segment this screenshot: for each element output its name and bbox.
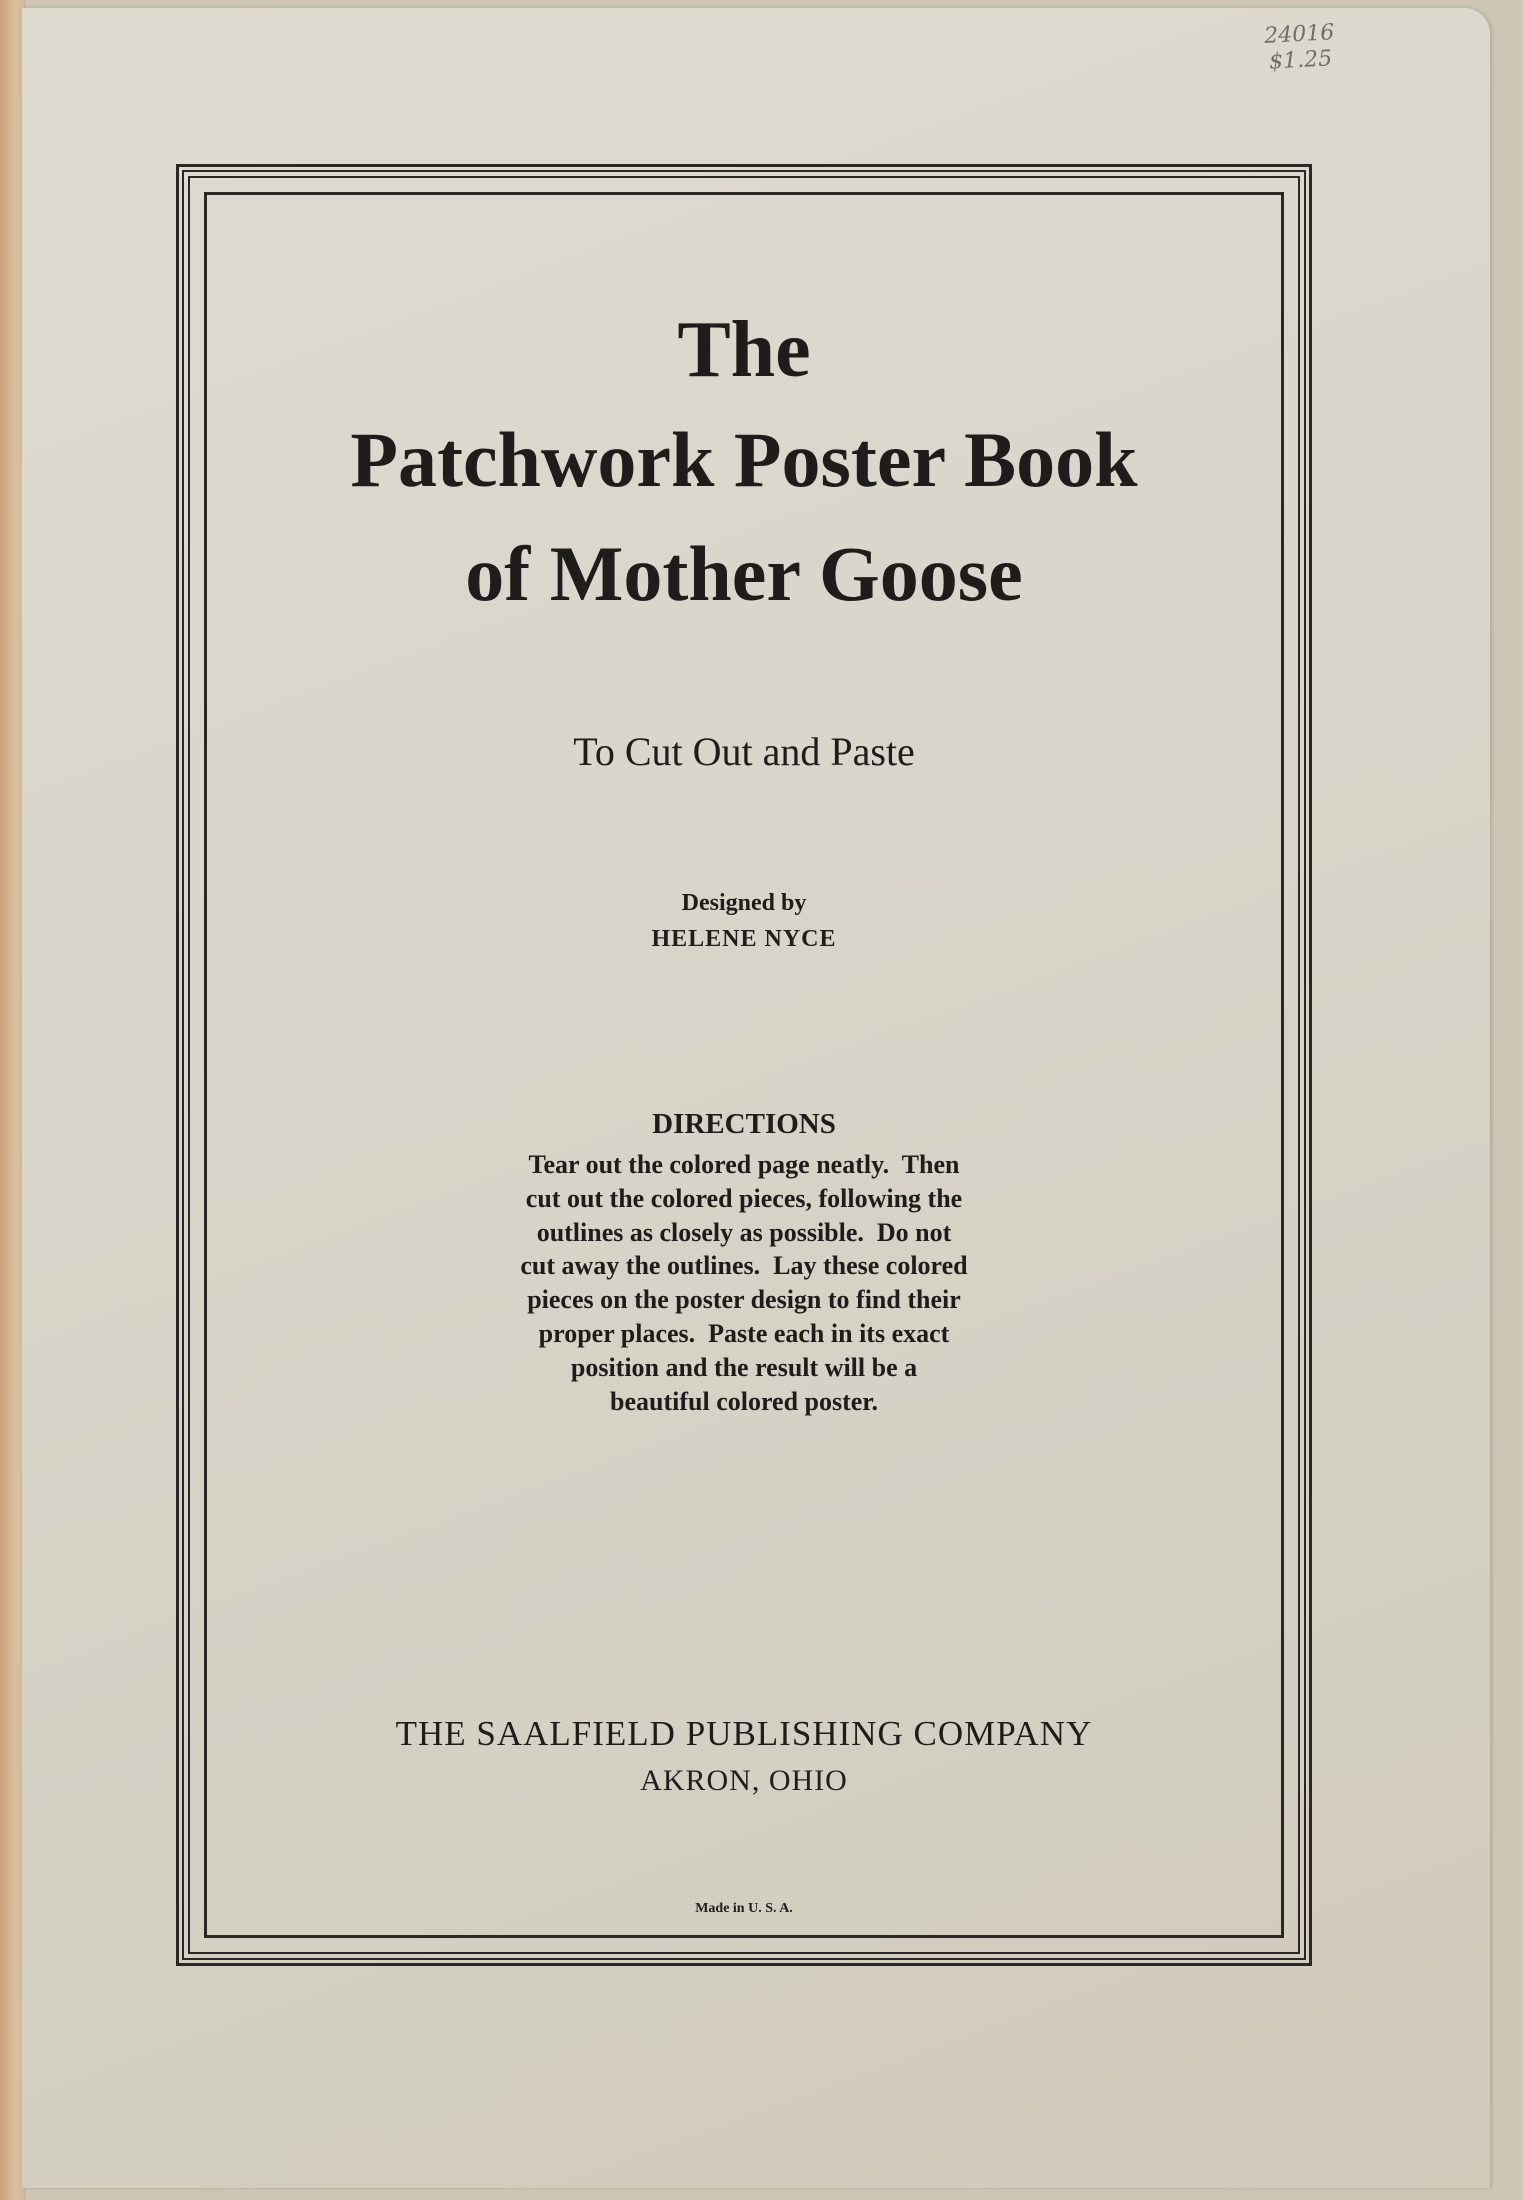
directions-line: cut out the colored pieces, following the [525, 1183, 963, 1213]
title-line-3: of Mother Goose [465, 530, 1023, 617]
made-in-note: Made in U. S. A. [695, 1901, 793, 1916]
handwritten-note-line-2: $1.25 [1268, 46, 1333, 75]
designer-name: HELENE NYCE [651, 926, 837, 952]
directions-heading: DIRECTIONS [652, 1108, 836, 1140]
directions-line: beautiful colored poster. [610, 1386, 878, 1416]
directions-line: outlines as closely as possible. Do not [536, 1217, 952, 1247]
title-line-1: The [677, 306, 811, 394]
designed-by-label: Designed by [681, 890, 807, 916]
subtitle: To Cut Out and Paste [573, 729, 915, 774]
directions-line: cut away the outlines. Lay these colored [520, 1251, 968, 1281]
directions-body [484, 1148, 1004, 1418]
handwritten-price-note [1239, 19, 1362, 77]
title-line-2: Patchwork Poster Book [350, 416, 1138, 503]
directions-line: Tear out the colored page neatly. Then [528, 1150, 960, 1179]
directions-line: pieces on the poster design to find their [527, 1285, 961, 1315]
handwritten-note-line-1: 24016 [1263, 20, 1335, 49]
publisher-location: AKRON, OHIO [640, 1764, 848, 1797]
directions-line: proper places. Paste each in its exact [538, 1318, 950, 1348]
publisher-name: THE SAALFIELD PUBLISHING COMPANY [395, 1714, 1093, 1753]
directions-line: position and the result will be a [570, 1352, 918, 1382]
